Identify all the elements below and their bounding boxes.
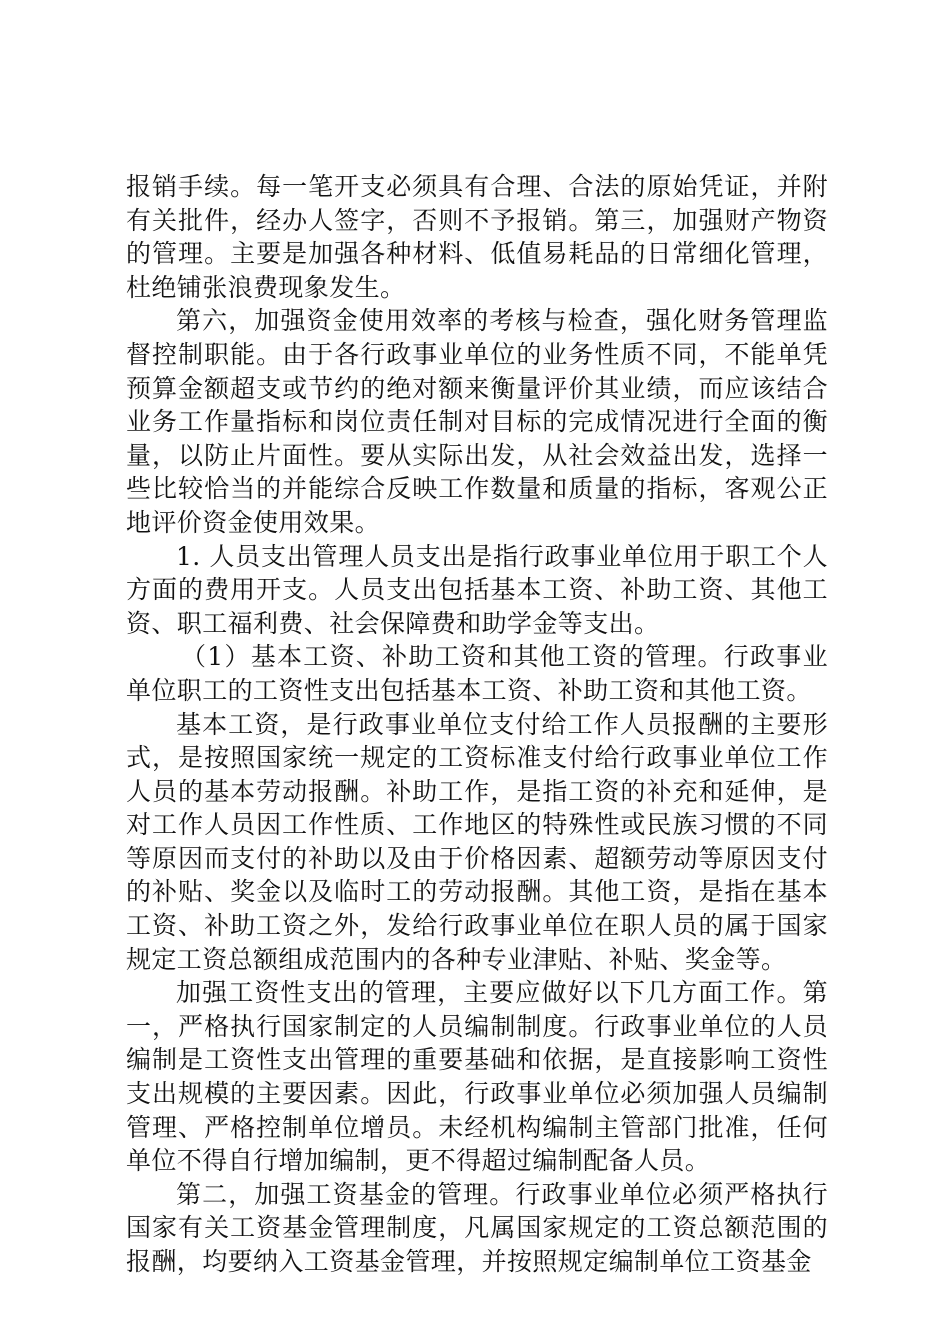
- paragraph-wage-management: （1）基本工资、补助工资和其他工资的管理。行政事业单位职工的工资性支出包括基本工资、补助工资和其他工资。: [126, 642, 828, 705]
- paragraph-personnel-expenditure: 1. 人员支出管理人员支出是指行政事业单位用于职工个人方面的费用开支。人员支出包括基本工资、补助工资、其他工资、职工福利费、社会保障费和助学金等支出。: [126, 541, 828, 638]
- paragraph-continuation: 报销手续。每一笔开支必须具有合理、合法的原始凭证，并附有关批件，经办人签字，否则不予报销。第三，加强财产物资的管理。主要是加强各种材料、低值易耗品的日常细化管理，杜绝铺张浪费现象发生。: [126, 172, 828, 302]
- document-body: [126, 170, 828, 1279]
- paragraph-wage-fund: 第二，加强工资基金的管理。行政事业单位必须严格执行国家有关工资基金管理制度，凡属国家规定的工资总额范围的报酬，均要纳入工资基金管理，并按照规定编制单位工资基金: [126, 1179, 828, 1276]
- paragraph-sixth-point: 第六，加强资金使用效率的考核与检查，强化财务管理监督控制职能。由于各行政事业单位的业务性质不同，不能单凭预算金额超支或节约的绝对额来衡量评价其业绩，而应该结合业务工作量指标和岗位责任制对目标的完成情况进行全面的衡量，以防止片面性。要从实际出发，从社会效益出发，选择一些比较恰当的并能综合反映工作数量和质量的指标，客观公正地评价资金使用效果。: [126, 306, 828, 537]
- paragraph-basic-wage: 基本工资，是行政事业单位支付给工作人员报酬的主要形式，是按照国家统一规定的工资标准支付给行政事业单位工作人员的基本劳动报酬。补助工作，是指工资的补充和延伸，是对工作人员因工作性质、工作地区的特殊性或民族习惯的不同等原因而支付的补助以及由于价格因素、超额劳动等原因支付的补贴、奖金以及临时工的劳动报酬。其他工资，是指在基本工资、补助工资之外，发给行政事业单位在职人员的属于国家规定工资总额组成范围内的各种专业津贴、补贴、奖金等。: [126, 709, 828, 974]
- paragraph-strengthen-wage: 加强工资性支出的管理，主要应做好以下几方面工作。第一，严格执行国家制定的人员编制制度。行政事业单位的人员编制是工资性支出管理的重要基础和依据，是直接影响工资性支出规模的主要因素。因此，行政事业单位必须加强人员编制管理、严格控制单位增员。未经机构编制主管部门批准，任何单位不得自行增加编制，更不得超过编制配备人员。: [126, 978, 828, 1176]
